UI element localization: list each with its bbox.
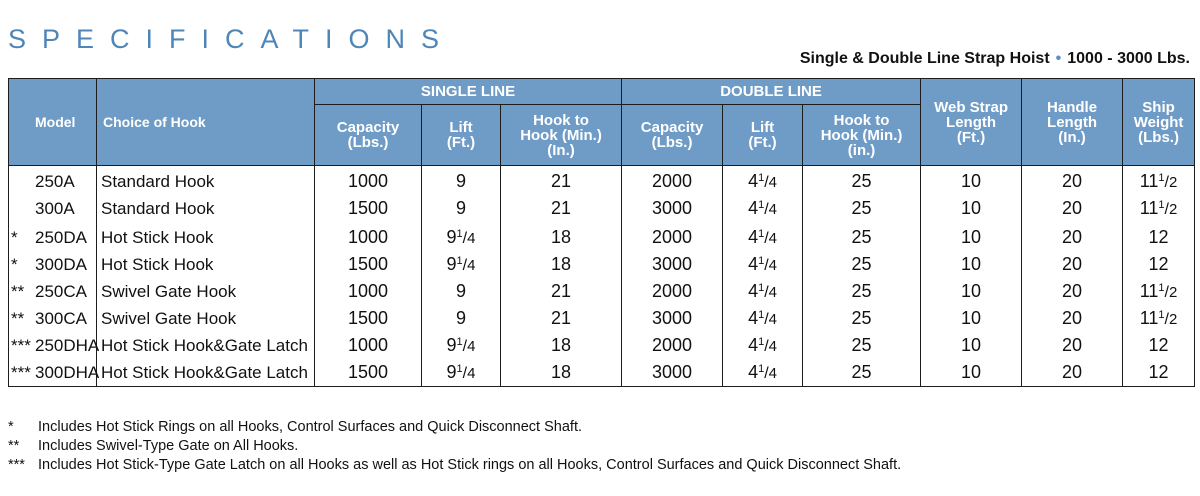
footnote-mark: ** (11, 281, 25, 301)
double-hook-to-hook-cell (803, 222, 921, 251)
single-hook-to-hook: 18 (551, 362, 572, 382)
single-hook-to-hook: 18 (551, 335, 572, 355)
hook-type: Standard Hook (101, 171, 215, 191)
ship-weight-cell (1123, 332, 1195, 359)
subtitle-product: Single & Double Line Strap Hoist (799, 50, 1050, 67)
hook-cell (97, 332, 315, 359)
web-strap-cell (921, 251, 1022, 278)
fraction-slash: / (764, 230, 769, 247)
whole-number: 4 (748, 171, 759, 191)
whole-number: 11 (1139, 308, 1159, 328)
ship-weight-cell (1123, 278, 1195, 305)
double-hook-to-hook: 25 (851, 335, 872, 355)
header-double-hook-to-hook: Hook to Hook (Min.) (in.) (803, 105, 921, 166)
double-lift-cell (723, 222, 803, 251)
single-capacity: 1500 (347, 362, 389, 382)
single-hook-to-hook: 21 (551, 308, 572, 328)
handle-cell (1022, 195, 1123, 222)
web-strap-cell (921, 222, 1022, 251)
footnote-mark: *** (11, 335, 31, 355)
single-lift-cell (422, 251, 501, 278)
table-row (9, 222, 1195, 251)
double-capacity: 3000 (652, 198, 693, 218)
fraction-denominator: 2 (1169, 284, 1178, 301)
handle-length: 20 (1062, 171, 1083, 191)
fraction-numerator: 1 (758, 255, 765, 267)
single-capacity-cell (315, 305, 422, 332)
fraction-slash: / (764, 338, 769, 355)
model-cell (9, 251, 97, 278)
header-choice-of-hook: Choice of Hook (97, 79, 315, 166)
web-strap-length: 10 (961, 308, 982, 328)
footnote-text: Includes Hot Stick-Type Gate Latch on all Hooks as well as Hot Stick rings on all Hooks, Control Surfaces and Quick Disconnect Shaft. (38, 457, 902, 473)
whole-number: 9 (455, 308, 466, 328)
hook-cell (97, 195, 315, 222)
whole-number: 12 (1148, 362, 1169, 382)
fraction-denominator: 4 (768, 311, 777, 328)
double-hook-to-hook: 25 (851, 362, 872, 382)
handle-cell (1022, 359, 1123, 387)
footnote-mark: * (11, 227, 18, 247)
single-hook-to-hook-cell (501, 251, 622, 278)
whole-number: 11 (1139, 198, 1159, 218)
footnote-mark: * (8, 419, 14, 435)
header-ship-weight: Ship Weight (Lbs.) (1123, 79, 1195, 166)
fraction-denominator: 4 (768, 338, 777, 355)
single-capacity-cell (315, 166, 422, 196)
whole-number: 9 (455, 281, 466, 301)
ship-weight-cell (1123, 359, 1195, 387)
single-capacity-cell (315, 251, 422, 278)
fraction-slash: / (764, 284, 769, 301)
single-capacity: 1000 (347, 171, 389, 191)
model-cell (9, 359, 100, 387)
single-hook-to-hook-cell (501, 359, 622, 387)
fraction-numerator: 1 (758, 228, 765, 240)
single-capacity-cell (315, 278, 422, 305)
header-single-hook-to-hook: Hook to Hook (Min.) (In.) (501, 105, 622, 166)
fraction-slash: / (462, 338, 468, 355)
ship-weight-cell (1123, 222, 1195, 251)
hook-type: Hot Stick Hook&Gate Latch (101, 335, 308, 355)
fraction-numerator: 1 (1158, 309, 1165, 321)
header-single-capacity: Capacity (Lbs.) (315, 105, 422, 166)
double-capacity: 3000 (652, 254, 693, 274)
double-hook-to-hook: 25 (851, 308, 872, 328)
ship-weight-cell (1123, 251, 1195, 278)
double-capacity-cell (622, 332, 723, 359)
fraction-denominator: 4 (768, 174, 777, 191)
double-hook-to-hook-cell (803, 195, 921, 222)
web-strap-cell (921, 332, 1022, 359)
model-number: 300A (35, 198, 75, 218)
single-capacity: 1000 (347, 335, 389, 355)
whole-number: 4 (748, 335, 759, 355)
page-subtitle (800, 50, 1190, 68)
handle-length: 20 (1062, 308, 1083, 328)
footnote-mark: *** (11, 362, 31, 382)
web-strap-cell (921, 278, 1022, 305)
fraction-slash: / (462, 257, 468, 274)
web-strap-cell (921, 359, 1022, 387)
double-capacity-cell (622, 195, 723, 222)
double-hook-to-hook: 25 (851, 281, 872, 301)
fraction-denominator: 2 (1169, 201, 1178, 218)
fraction-denominator: 4 (768, 257, 777, 274)
model-number: 250DA (35, 227, 87, 247)
model-cell (9, 222, 97, 251)
fraction-slash: / (1164, 284, 1169, 301)
double-hook-to-hook-cell (803, 359, 921, 387)
whole-number: 9 (446, 227, 457, 247)
hook-type: Hot Stick Hook&Gate Latch (101, 362, 308, 382)
hook-cell (97, 359, 315, 387)
double-hook-to-hook-cell (803, 305, 921, 332)
double-hook-to-hook-cell (803, 166, 921, 196)
hook-cell (97, 278, 315, 305)
fraction-denominator: 4 (768, 284, 777, 301)
double-lift-cell (723, 251, 803, 278)
table-row (9, 166, 1195, 196)
single-capacity: 1500 (347, 198, 389, 218)
fraction-numerator: 1 (1158, 282, 1165, 294)
hook-cell (97, 166, 315, 196)
fraction-slash: / (764, 201, 769, 218)
fraction-numerator: 1 (758, 172, 765, 184)
whole-number: 12 (1148, 254, 1169, 274)
header-single-lift: Lift (Ft.) (422, 105, 501, 166)
table-body (9, 166, 1195, 387)
whole-number: 4 (748, 254, 759, 274)
header-single-line: SINGLE LINE (315, 79, 622, 105)
web-strap-length: 10 (961, 227, 982, 247)
double-hook-to-hook: 25 (851, 227, 872, 247)
model-number: 250A (35, 171, 75, 191)
ship-weight-cell (1123, 195, 1195, 222)
page-title: SPECIFICATIONS (8, 24, 456, 54)
footnote-mark: * (11, 254, 18, 274)
hook-cell (97, 305, 315, 332)
single-lift-cell (422, 222, 501, 251)
single-capacity-cell (315, 195, 422, 222)
header-model: Model (9, 79, 97, 166)
header-handle-length: Handle Length (In.) (1022, 79, 1123, 166)
fraction-denominator: 2 (1169, 174, 1178, 191)
whole-number: 11 (1139, 281, 1159, 301)
double-capacity-cell (622, 166, 723, 196)
single-capacity-cell (315, 332, 422, 359)
hook-type: Standard Hook (101, 198, 215, 218)
header-double-lift: Lift (Ft.) (723, 105, 803, 166)
handle-cell (1022, 305, 1123, 332)
header-double-capacity: Capacity (Lbs.) (622, 105, 723, 166)
fraction-denominator: 4 (467, 338, 476, 355)
whole-number: 4 (748, 281, 759, 301)
web-strap-length: 10 (961, 362, 982, 382)
double-hook-to-hook: 25 (851, 254, 872, 274)
model-cell (9, 166, 97, 196)
single-capacity-cell (315, 359, 422, 387)
footnote (8, 418, 901, 437)
model-number: 250CA (35, 281, 87, 301)
handle-length: 20 (1062, 198, 1083, 218)
double-capacity-cell (622, 305, 723, 332)
fraction-numerator: 1 (758, 309, 765, 321)
fraction-slash: / (462, 230, 468, 247)
fraction-denominator: 4 (467, 257, 476, 274)
fraction-numerator: 1 (456, 255, 463, 267)
whole-number: 4 (748, 362, 759, 382)
group-header-row (9, 79, 1195, 105)
fraction-numerator: 1 (1158, 199, 1165, 211)
web-strap-length: 10 (961, 198, 982, 218)
whole-number: 9 (455, 198, 466, 218)
handle-cell (1022, 166, 1123, 196)
double-capacity: 2000 (652, 227, 693, 247)
single-lift-cell (422, 278, 501, 305)
table-row (9, 305, 1195, 332)
fraction-slash: / (462, 365, 468, 382)
handle-cell (1022, 332, 1123, 359)
single-lift-cell (422, 305, 501, 332)
footnote-text: Includes Hot Stick Rings on all Hooks, Control Surfaces and Quick Disconnect Shaft. (38, 419, 583, 435)
double-hook-to-hook-cell (803, 278, 921, 305)
double-capacity: 2000 (652, 281, 693, 301)
hook-type: Hot Stick Hook (101, 254, 214, 274)
hook-type: Hot Stick Hook (101, 227, 214, 247)
fraction-slash: / (764, 174, 769, 191)
footnote-mark: *** (8, 457, 25, 473)
handle-cell (1022, 222, 1123, 251)
handle-length: 20 (1062, 335, 1083, 355)
whole-number: 11 (1139, 171, 1159, 191)
single-lift-cell (422, 195, 501, 222)
hook-cell (97, 222, 315, 251)
fraction-numerator: 1 (456, 228, 463, 240)
double-capacity: 2000 (652, 171, 693, 191)
table-row (9, 251, 1195, 278)
whole-number: 4 (748, 308, 759, 328)
ship-weight-cell (1123, 305, 1195, 332)
double-hook-to-hook-cell (803, 251, 921, 278)
whole-number: 9 (446, 254, 457, 274)
single-lift-cell (422, 359, 501, 387)
fraction-numerator: 1 (456, 363, 463, 375)
footnote-text: Includes Swivel-Type Gate on All Hooks. (38, 438, 299, 454)
fraction-slash: / (764, 311, 769, 328)
double-hook-to-hook: 25 (851, 171, 872, 191)
single-hook-to-hook: 21 (551, 198, 572, 218)
fraction-slash: / (1164, 201, 1169, 218)
footnote (8, 456, 901, 475)
model-cell (9, 332, 100, 359)
single-hook-to-hook-cell (501, 195, 622, 222)
model-number: 300DHA (35, 362, 100, 382)
handle-length: 20 (1062, 362, 1083, 382)
double-hook-to-hook-cell (803, 332, 921, 359)
handle-length: 20 (1062, 227, 1083, 247)
single-hook-to-hook: 18 (551, 227, 572, 247)
web-strap-length: 10 (961, 335, 982, 355)
single-hook-to-hook: 21 (551, 171, 572, 191)
fraction-denominator: 4 (467, 230, 476, 247)
footnote-mark: ** (8, 438, 20, 454)
double-lift-cell (723, 305, 803, 332)
whole-number: 12 (1148, 227, 1169, 247)
double-capacity: 3000 (652, 308, 693, 328)
web-strap-length: 10 (961, 254, 982, 274)
web-strap-cell (921, 166, 1022, 196)
single-hook-to-hook: 21 (551, 281, 572, 301)
footnote (8, 437, 901, 456)
whole-number: 9 (446, 362, 457, 382)
handle-length: 20 (1062, 281, 1083, 301)
single-hook-to-hook-cell (501, 278, 622, 305)
subtitle-separator: • (1055, 50, 1062, 67)
fraction-denominator: 4 (768, 230, 777, 247)
whole-number: 9 (455, 171, 466, 191)
web-strap-length: 10 (961, 281, 982, 301)
fraction-numerator: 1 (1158, 172, 1165, 184)
fraction-denominator: 4 (768, 201, 777, 218)
double-capacity: 2000 (652, 335, 693, 355)
fraction-denominator: 2 (1169, 311, 1178, 328)
whole-number: 4 (748, 227, 759, 247)
subtitle-range: 1000 - 3000 Lbs. (1067, 50, 1190, 67)
table-row (9, 195, 1195, 222)
ship-weight-cell (1123, 166, 1195, 196)
fraction-denominator: 4 (768, 365, 777, 382)
model-cell (9, 278, 97, 305)
table-row (9, 359, 1195, 387)
model-cell (9, 195, 97, 222)
double-capacity-cell (622, 278, 723, 305)
fraction-slash: / (764, 365, 769, 382)
single-capacity: 1000 (347, 281, 389, 301)
model-number: 250DHA (35, 335, 100, 355)
single-lift-cell (422, 166, 501, 196)
model-number: 300CA (35, 308, 87, 328)
single-hook-to-hook-cell (501, 305, 622, 332)
handle-cell (1022, 251, 1123, 278)
fraction-slash: / (1164, 174, 1169, 191)
double-capacity-cell (622, 222, 723, 251)
double-capacity-cell (622, 251, 723, 278)
single-capacity: 1000 (347, 227, 389, 247)
single-hook-to-hook: 18 (551, 254, 572, 274)
web-strap-length: 10 (961, 171, 982, 191)
fraction-numerator: 1 (456, 336, 463, 348)
single-capacity-cell (315, 222, 422, 251)
double-lift-cell (723, 278, 803, 305)
single-lift-cell (422, 332, 501, 359)
hook-cell (97, 251, 315, 278)
fraction-numerator: 1 (758, 336, 765, 348)
fraction-slash: / (1164, 311, 1169, 328)
double-hook-to-hook: 25 (851, 198, 872, 218)
header-double-line: DOUBLE LINE (622, 79, 921, 105)
whole-number: 4 (748, 198, 759, 218)
header-web-strap-length: Web Strap Length (Ft.) (921, 79, 1022, 166)
single-hook-to-hook-cell (501, 222, 622, 251)
handle-cell (1022, 278, 1123, 305)
whole-number: 12 (1148, 335, 1169, 355)
specifications-table (8, 78, 1195, 387)
hook-type: Swivel Gate Hook (101, 281, 237, 301)
footnotes (8, 418, 901, 475)
model-number: 300DA (35, 254, 87, 274)
fraction-numerator: 1 (758, 363, 765, 375)
hook-type: Swivel Gate Hook (101, 308, 237, 328)
single-hook-to-hook-cell (501, 166, 622, 196)
model-cell (9, 305, 97, 332)
double-lift-cell (723, 195, 803, 222)
double-lift-cell (723, 166, 803, 196)
double-capacity: 3000 (652, 362, 693, 382)
footnote-mark: ** (11, 308, 25, 328)
double-lift-cell (723, 359, 803, 387)
table-row (9, 278, 1195, 305)
double-lift-cell (723, 332, 803, 359)
web-strap-cell (921, 305, 1022, 332)
single-hook-to-hook-cell (501, 332, 622, 359)
whole-number: 9 (446, 335, 457, 355)
double-capacity-cell (622, 359, 723, 387)
single-capacity: 1500 (347, 308, 389, 328)
fraction-numerator: 1 (758, 199, 765, 211)
fraction-slash: / (764, 257, 769, 274)
table-row (9, 332, 1195, 359)
fraction-denominator: 4 (467, 365, 476, 382)
handle-length: 20 (1062, 254, 1083, 274)
single-capacity: 1500 (347, 254, 389, 274)
web-strap-cell (921, 195, 1022, 222)
fraction-numerator: 1 (758, 282, 765, 294)
